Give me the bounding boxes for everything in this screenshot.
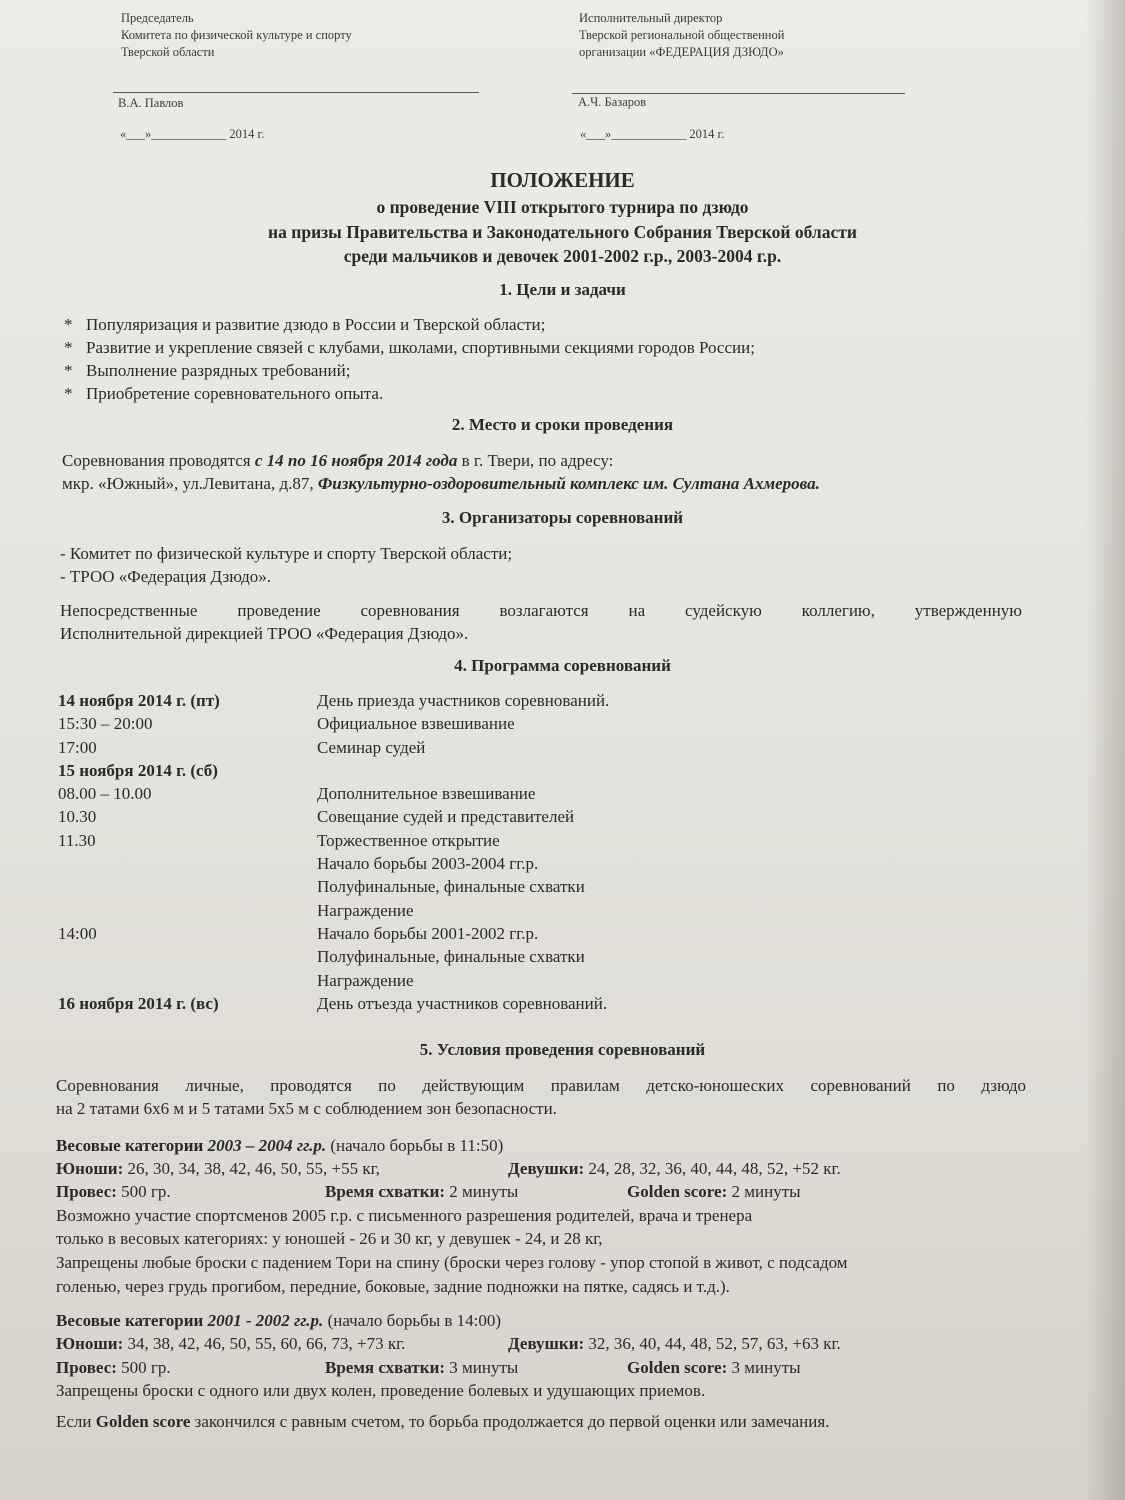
bullet-marker: * (64, 338, 73, 357)
bullet-marker: * (64, 315, 73, 334)
golden-score-rule: Если Golden score закончился с равным счетом, то борьба продолжается до первой оценки или замечания. (56, 1412, 830, 1431)
signer-left: В.А. Павлов (118, 96, 184, 110)
weight-group-1-note-4: голенью, через грудь прогибом, передние, боковые, задние подножки на пятке, садясь и т.д.). (56, 1277, 730, 1296)
section-3-paragraph-1: Непосредственные проведение соревнования возлагаются на судейскую коллегию, утвержденную (60, 601, 1022, 620)
table-row: 14:00 Начало борьбы 2001-2002 гг.р. (58, 923, 539, 943)
weight-group-2-boys: Юноши: 34, 38, 42, 46, 50, 55, 60, 66, 73, +73 кг. (56, 1334, 406, 1353)
table-row: Полуфинальные, финальные схватки (317, 877, 585, 897)
section-3-paragraph-2: Исполнительной дирекцией ТРОО «Федерация Дзюдо». (60, 624, 469, 643)
weight-group-1-golden: Golden score: 2 минуты (627, 1182, 801, 1201)
section-3-heading: 3. Организаторы соревнований (441, 508, 684, 527)
weight-group-1-proves: Провес: 500 гр. (56, 1182, 171, 1201)
weight-group-2-golden: Golden score: 3 минуты (627, 1358, 801, 1377)
header-left-line2: Комитета по физической культуре и спорту (121, 28, 352, 42)
list-item: * Выполнение разрядных требований; (64, 361, 351, 380)
table-row: 10.30 Совещание судей и представителей (58, 807, 575, 827)
header-left-line1: Председатель (121, 11, 194, 25)
page-shadow (1085, 0, 1125, 1500)
header-left (121, 10, 352, 61)
weight-group-2-girls: Девушки: 32, 36, 40, 44, 48, 52, 57, 63, +63 кг. (508, 1334, 841, 1353)
header-right-line3: организации «ФЕДЕРАЦИЯ ДЗЮДО» (579, 45, 784, 59)
weight-group-2-note-1: Запрещены броски с одного или двух колен, проведение болевых и удушающих приемов. (56, 1381, 706, 1400)
section-2-text-2: мкр. «Южный», ул.Левитана, д.87, Физкультурно-оздоровительный комплекс им. Султана Ахмерова. (62, 474, 820, 493)
section-2-heading: 2. Место и сроки проведения (451, 415, 674, 434)
section-5-intro-2: на 2 татами 6х6 м и 5 татами 5х5 м с соблюдением зон безопасности. (56, 1099, 557, 1118)
list-item: * Развитие и укрепление связей с клубами, школами, спортивными секциями городов России; (64, 338, 755, 357)
organizer-1: - Комитет по физической культуре и спорту Тверской области; (60, 544, 513, 563)
table-row: Полуфинальные, финальные схватки (317, 947, 585, 967)
header-right (579, 10, 784, 61)
bullet-marker: * (64, 361, 73, 380)
header-right-line1: Исполнительный директор (579, 11, 723, 25)
weight-group-1-note-3: Запрещены любые броски с падением Тори на спину (броски через голову - упор стопой в живот, с подсадом (56, 1253, 848, 1272)
weight-group-2-title: Весовые категории 2001 - 2002 гг.р. (начало борьбы в 14:00) (56, 1311, 502, 1330)
table-row: 08.00 – 10.00 Дополнительное взвешивание (58, 784, 536, 804)
bullet-marker: * (64, 384, 73, 403)
weight-group-1-note-2: только в весовых категориях: у юношей - 26 и 30 кг, у девушек - 24, и 28 кг, (56, 1229, 603, 1248)
signature-line-left (113, 92, 479, 93)
list-item: * Популяризация и развитие дзюдо в России и Тверской области; (64, 315, 546, 334)
weight-group-1-note-1: Возможно участие спортсменов 2005 г.р. с письменного разрешения родителей, врача и тренера (56, 1206, 753, 1225)
table-row: 15 ноября 2014 г. (сб) (58, 760, 218, 780)
section-2-text-1: Соревнования проводятся с 14 по 16 ноября 2014 года в г. Твери, по адресу: (62, 451, 614, 470)
weight-group-2-proves: Провес: 500 гр. (56, 1358, 171, 1377)
weight-group-2-time: Время схватки: 3 минуты (325, 1358, 519, 1377)
date-left: «___»____________ 2014 г. (120, 127, 265, 141)
table-row: 16 ноября 2014 г. (вс) День отъезда участников соревнований. (58, 993, 608, 1013)
doc-title: ПОЛОЖЕНИЕ (490, 168, 635, 192)
doc-subtitle-3: среди мальчиков и девочек 2001-2002 г.р., 2003-2004 г.р. (343, 246, 782, 266)
section-4-heading: 4. Программа соревнований (454, 656, 671, 675)
weight-group-1-boys: Юноши: 26, 30, 34, 38, 42, 46, 50, 55, +55 кг, (56, 1159, 380, 1178)
section-5-intro-1: Соревнования личные, проводятся по действующим правилам детско-юношеских соревнований по дзюдо (56, 1076, 1026, 1095)
section-5-heading: 5. Условия проведения соревнований (419, 1040, 706, 1059)
table-row: Начало борьбы 2003-2004 гг.р. (317, 854, 539, 874)
table-row: 11.30 Торжественное открытие (58, 830, 500, 850)
weight-group-1-title: Весовые категории 2003 – 2004 гг.р. (начало борьбы в 11:50) (56, 1136, 504, 1155)
signer-right: А.Ч. Базаров (578, 95, 647, 109)
list-item: * Приобретение соревновательного опыта. (64, 384, 384, 403)
table-row: Награждение (317, 970, 414, 990)
organizer-2: - ТРОО «Федерация Дзюдо». (60, 567, 271, 586)
weight-group-1-time: Время схватки: 2 минуты (325, 1182, 519, 1201)
table-row: 17:00 Семинар судей (58, 737, 426, 757)
table-row: 15:30 – 20:00 Официальное взвешивание (58, 714, 515, 734)
section-1-list (64, 313, 755, 405)
section-1-heading: 1. Цели и задачи (499, 280, 626, 299)
doc-subtitle-1: о проведение VIII открытого турнира по дзюдо (376, 197, 749, 217)
weight-group-1-girls: Девушки: 24, 28, 32, 36, 40, 44, 48, 52, +52 кг. (508, 1159, 841, 1178)
doc-subtitle-2: на призы Правительства и Законодательного Собрания Тверской области (268, 222, 857, 242)
table-row: Награждение (317, 900, 414, 920)
table-row: 14 ноября 2014 г. (пт) День приезда участников соревнований. (58, 691, 610, 710)
header-right-line2: Тверской региональной общественной (579, 28, 785, 42)
header-left-line3: Тверской области (121, 45, 215, 59)
program-table (58, 689, 609, 1015)
date-right: «___»____________ 2014 г. (580, 127, 725, 141)
